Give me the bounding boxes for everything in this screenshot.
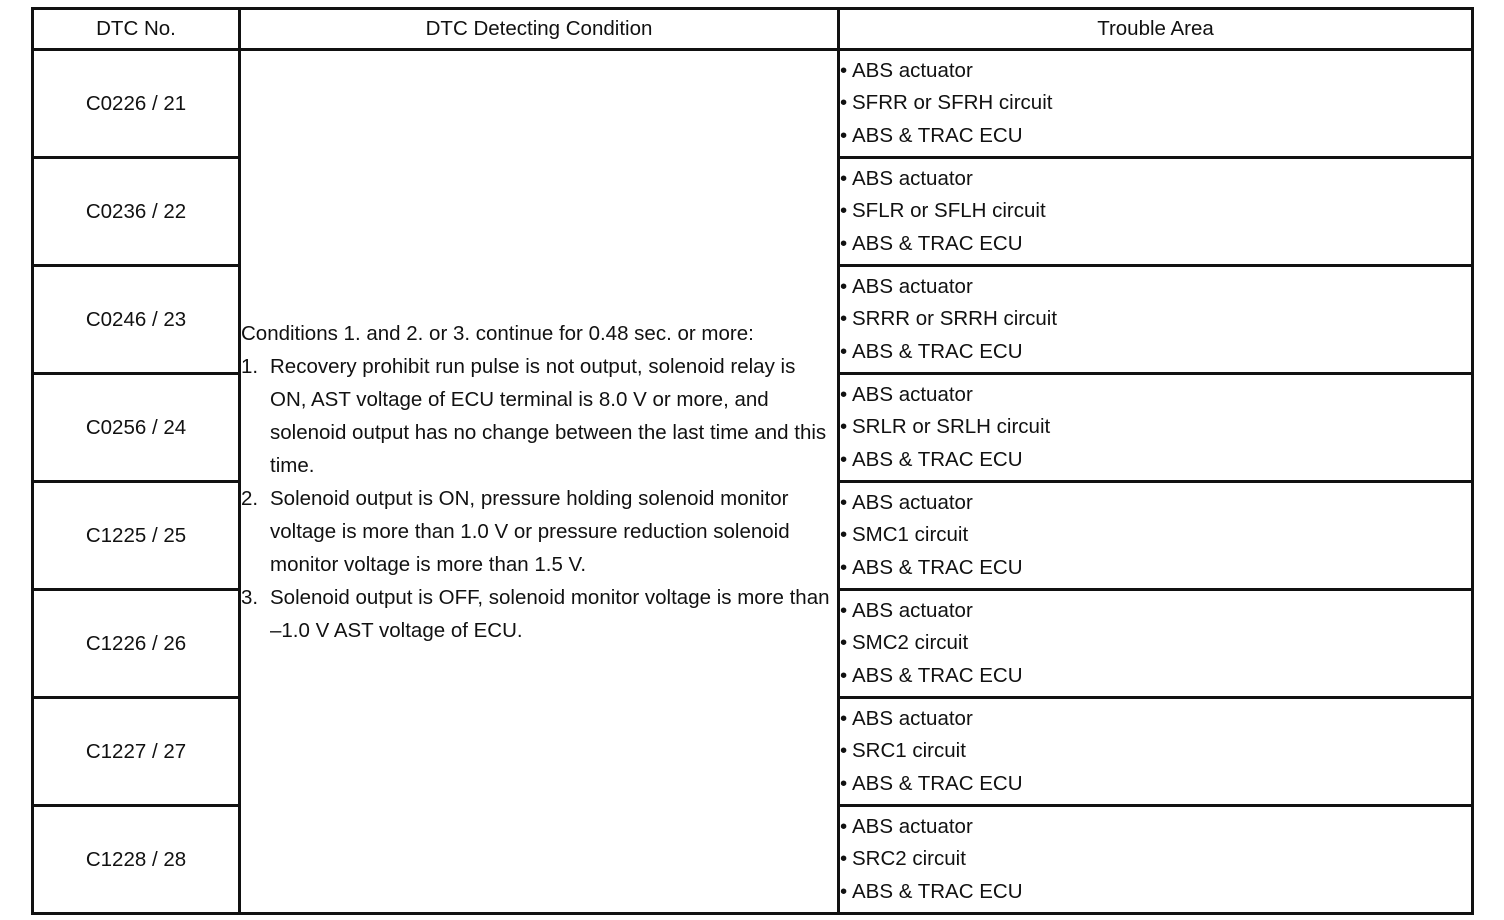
bullet-icon: • bbox=[840, 631, 848, 655]
bullet-icon: • bbox=[840, 339, 848, 363]
trouble-area-list bbox=[840, 379, 1471, 477]
condition-cell bbox=[240, 50, 839, 914]
condition-step-text: Recovery prohibit run pulse is not output, solenoid relay is ON, AST voltage of ECU terminal is 8.0 V or more, and solenoid output has no change between the last time and this time. bbox=[270, 354, 827, 477]
trouble-area-text: ABS actuator bbox=[852, 166, 973, 190]
trouble-area-text: SMC2 circuit bbox=[852, 631, 969, 655]
condition-step bbox=[241, 482, 837, 581]
list-item bbox=[840, 228, 1471, 261]
condition-step-number: 3. bbox=[241, 585, 259, 609]
list-item bbox=[840, 876, 1471, 909]
trouble-area-list bbox=[840, 595, 1471, 693]
list-item bbox=[840, 120, 1471, 153]
trouble-area-text: ABS actuator bbox=[852, 598, 973, 622]
condition-step bbox=[241, 350, 837, 482]
bullet-icon: • bbox=[840, 706, 848, 730]
trouble-area-cell bbox=[839, 158, 1473, 266]
bullet-icon: • bbox=[840, 307, 848, 331]
trouble-area-cell bbox=[839, 374, 1473, 482]
trouble-area-text: ABS & TRAC ECU bbox=[852, 879, 1023, 903]
list-item bbox=[840, 55, 1471, 88]
bullet-icon: • bbox=[840, 274, 848, 298]
list-item bbox=[840, 195, 1471, 228]
bullet-icon: • bbox=[840, 490, 848, 514]
bullet-icon: • bbox=[840, 598, 848, 622]
dtc-table bbox=[31, 7, 1474, 915]
condition-steps bbox=[241, 350, 837, 647]
bullet-icon: • bbox=[840, 523, 848, 547]
trouble-area-text: SFRR or SFRH circuit bbox=[852, 91, 1053, 115]
list-item bbox=[840, 487, 1471, 520]
dtc-code-cell: C1227 / 27 bbox=[33, 698, 240, 806]
list-item bbox=[840, 768, 1471, 801]
trouble-area-cell bbox=[839, 590, 1473, 698]
trouble-area-cell bbox=[839, 806, 1473, 914]
trouble-area-text: ABS & TRAC ECU bbox=[852, 339, 1023, 363]
bullet-icon: • bbox=[840, 847, 848, 871]
list-item bbox=[840, 627, 1471, 660]
trouble-area-cell bbox=[839, 482, 1473, 590]
list-item bbox=[840, 552, 1471, 585]
bullet-icon: • bbox=[840, 447, 848, 471]
dtc-code-cell: C1226 / 26 bbox=[33, 590, 240, 698]
trouble-area-text: SRLR or SRLH circuit bbox=[852, 415, 1051, 439]
list-item bbox=[840, 163, 1471, 196]
trouble-area-text: SFLR or SFLH circuit bbox=[852, 199, 1046, 223]
trouble-area-list bbox=[840, 271, 1471, 369]
condition-step-text: Solenoid output is ON, pressure holding solenoid monitor voltage is more than 1.0 V or pressure reduction solenoid monitor voltage is more than 1.5 V. bbox=[270, 486, 790, 576]
bullet-icon: • bbox=[840, 663, 848, 687]
list-item bbox=[840, 411, 1471, 444]
list-item bbox=[840, 595, 1471, 628]
dtc-code-cell: C1225 / 25 bbox=[33, 482, 240, 590]
dtc-code-cell: C0256 / 24 bbox=[33, 374, 240, 482]
bullet-icon: • bbox=[840, 199, 848, 223]
trouble-area-text: ABS actuator bbox=[852, 706, 973, 730]
trouble-area-cell bbox=[839, 698, 1473, 806]
trouble-area-text: ABS & TRAC ECU bbox=[852, 771, 1023, 795]
list-item bbox=[840, 271, 1471, 304]
trouble-area-text: ABS actuator bbox=[852, 382, 973, 406]
list-item bbox=[840, 519, 1471, 552]
trouble-area-text: ABS actuator bbox=[852, 490, 973, 514]
trouble-area-text: ABS & TRAC ECU bbox=[852, 123, 1023, 147]
trouble-area-list bbox=[840, 811, 1471, 909]
trouble-area-text: SRRR or SRRH circuit bbox=[852, 307, 1058, 331]
trouble-area-list bbox=[840, 487, 1471, 585]
list-item bbox=[840, 303, 1471, 336]
trouble-area-text: ABS & TRAC ECU bbox=[852, 555, 1023, 579]
bullet-icon: • bbox=[840, 382, 848, 406]
header-row bbox=[33, 9, 1473, 50]
trouble-area-text: SRC1 circuit bbox=[852, 739, 966, 763]
trouble-area-text: ABS actuator bbox=[852, 58, 973, 82]
trouble-area-list bbox=[840, 163, 1471, 261]
list-item bbox=[840, 703, 1471, 736]
bullet-icon: • bbox=[840, 166, 848, 190]
bullet-icon: • bbox=[840, 771, 848, 795]
header-condition: DTC Detecting Condition bbox=[240, 9, 839, 50]
dtc-code-cell: C0246 / 23 bbox=[33, 266, 240, 374]
list-item bbox=[840, 379, 1471, 412]
trouble-area-text: ABS actuator bbox=[852, 274, 973, 298]
condition-intro: Conditions 1. and 2. or 3. continue for 0.48 sec. or more: bbox=[241, 321, 754, 345]
bullet-icon: • bbox=[840, 879, 848, 903]
dtc-code-cell: C1228 / 28 bbox=[33, 806, 240, 914]
list-item bbox=[840, 87, 1471, 120]
bullet-icon: • bbox=[840, 91, 848, 115]
bullet-icon: • bbox=[840, 814, 848, 838]
condition-step bbox=[241, 581, 837, 647]
trouble-area-cell bbox=[839, 266, 1473, 374]
header-dtc-no: DTC No. bbox=[33, 9, 240, 50]
header-trouble-area: Trouble Area bbox=[839, 9, 1473, 50]
list-item bbox=[840, 811, 1471, 844]
list-item bbox=[840, 843, 1471, 876]
trouble-area-text: SRC2 circuit bbox=[852, 847, 966, 871]
dtc-code-cell: C0236 / 22 bbox=[33, 158, 240, 266]
table-body bbox=[33, 50, 1473, 914]
condition-step-number: 1. bbox=[241, 354, 259, 378]
trouble-area-cell bbox=[839, 50, 1473, 158]
dtc-code-cell: C0226 / 21 bbox=[33, 50, 240, 158]
list-item bbox=[840, 444, 1471, 477]
list-item bbox=[840, 660, 1471, 693]
trouble-area-list bbox=[840, 55, 1471, 153]
bullet-icon: • bbox=[840, 555, 848, 579]
trouble-area-text: ABS actuator bbox=[852, 814, 973, 838]
trouble-area-text: ABS & TRAC ECU bbox=[852, 663, 1023, 687]
table-row bbox=[33, 50, 1473, 158]
trouble-area-text: ABS & TRAC ECU bbox=[852, 231, 1023, 255]
condition-step-text: Solenoid output is OFF, solenoid monitor voltage is more than –1.0 V AST voltage of ECU. bbox=[270, 585, 830, 642]
bullet-icon: • bbox=[840, 739, 848, 763]
bullet-icon: • bbox=[840, 58, 848, 82]
trouble-area-text: SMC1 circuit bbox=[852, 523, 969, 547]
trouble-area-text: ABS & TRAC ECU bbox=[852, 447, 1023, 471]
bullet-icon: • bbox=[840, 123, 848, 147]
list-item bbox=[840, 735, 1471, 768]
bullet-icon: • bbox=[840, 415, 848, 439]
condition-step-number: 2. bbox=[241, 486, 259, 510]
trouble-area-list bbox=[840, 703, 1471, 801]
list-item bbox=[840, 336, 1471, 369]
bullet-icon: • bbox=[840, 231, 848, 255]
